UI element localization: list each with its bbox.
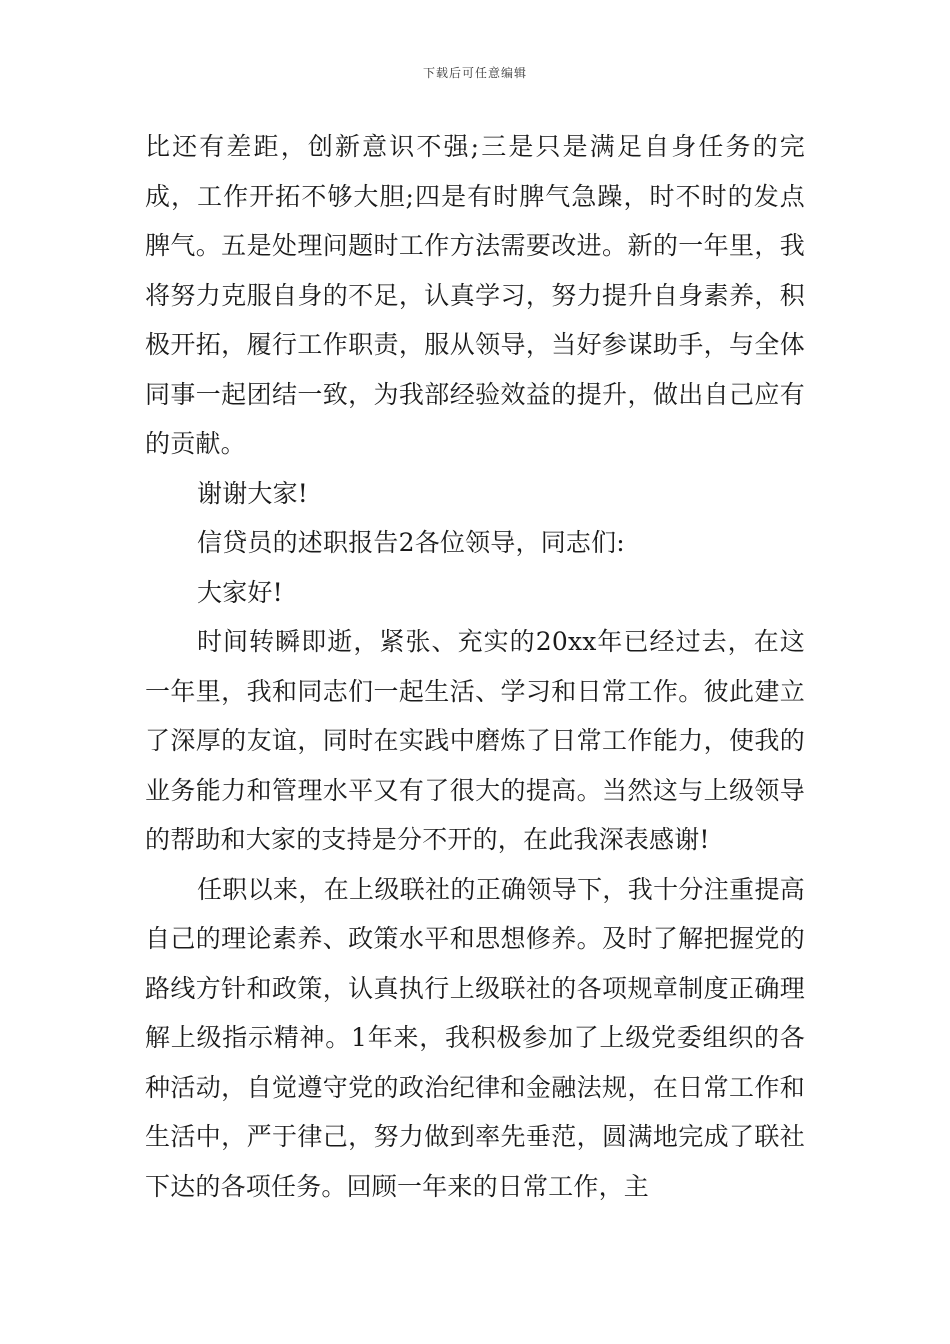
- page-header: 下载后可任意编辑: [422, 66, 527, 80]
- paragraph-1: 比还有差距，创新意识不强;三是只是满足自身任务的完成，工作开拓不够大胆;四是有时脾气急躁，时不时的发点脾气。五是处理问题时工作方法需要改进。新的一年里，我将努力克服自身的不足，认真学习，努力提升自身素养，积极开拓，履行工作职责，服从领导，当好参谋助手，与全体同事一起团结一致，为我部经验效益的提升，做出自己应有的贡献。: [145, 132, 805, 458]
- paragraph-6: 任职以来，在上级联社的正确领导下，我十分注重提高自己的理论素养、政策水平和思想修养。及时了解把握党的路线方针和政策，认真执行上级联社的各项规章制度正确理解上级指示精神。1年来，我积极参加了上级党委组织的各种活动，自觉遵守党的政治纪律和金融法规，在日常工作和生活中，严于律己，努力做到率先垂范，圆满地完成了联社下达的各项任务。回顾一年来的日常工作，主: [145, 874, 805, 1201]
- paragraph-4: 大家好!: [197, 577, 283, 607]
- paragraph-3: 信贷员的述职报告2各位领导，同志们:: [197, 528, 625, 557]
- paragraph-5: 时间转瞬即逝，紧张、充实的20xx年已经过去，在这一年里，我和同志们一起生活、学习和日常工作。彼此建立了深厚的友谊，同时在实践中磨炼了日常工作能力，使我的业务能力和管理水平又有了很大的提高。当然这与上级领导的帮助和大家的支持是分不开的，在此我深表感谢!: [145, 627, 805, 854]
- document-body: [145, 122, 805, 1211]
- paragraph-2: 谢谢大家!: [197, 478, 309, 508]
